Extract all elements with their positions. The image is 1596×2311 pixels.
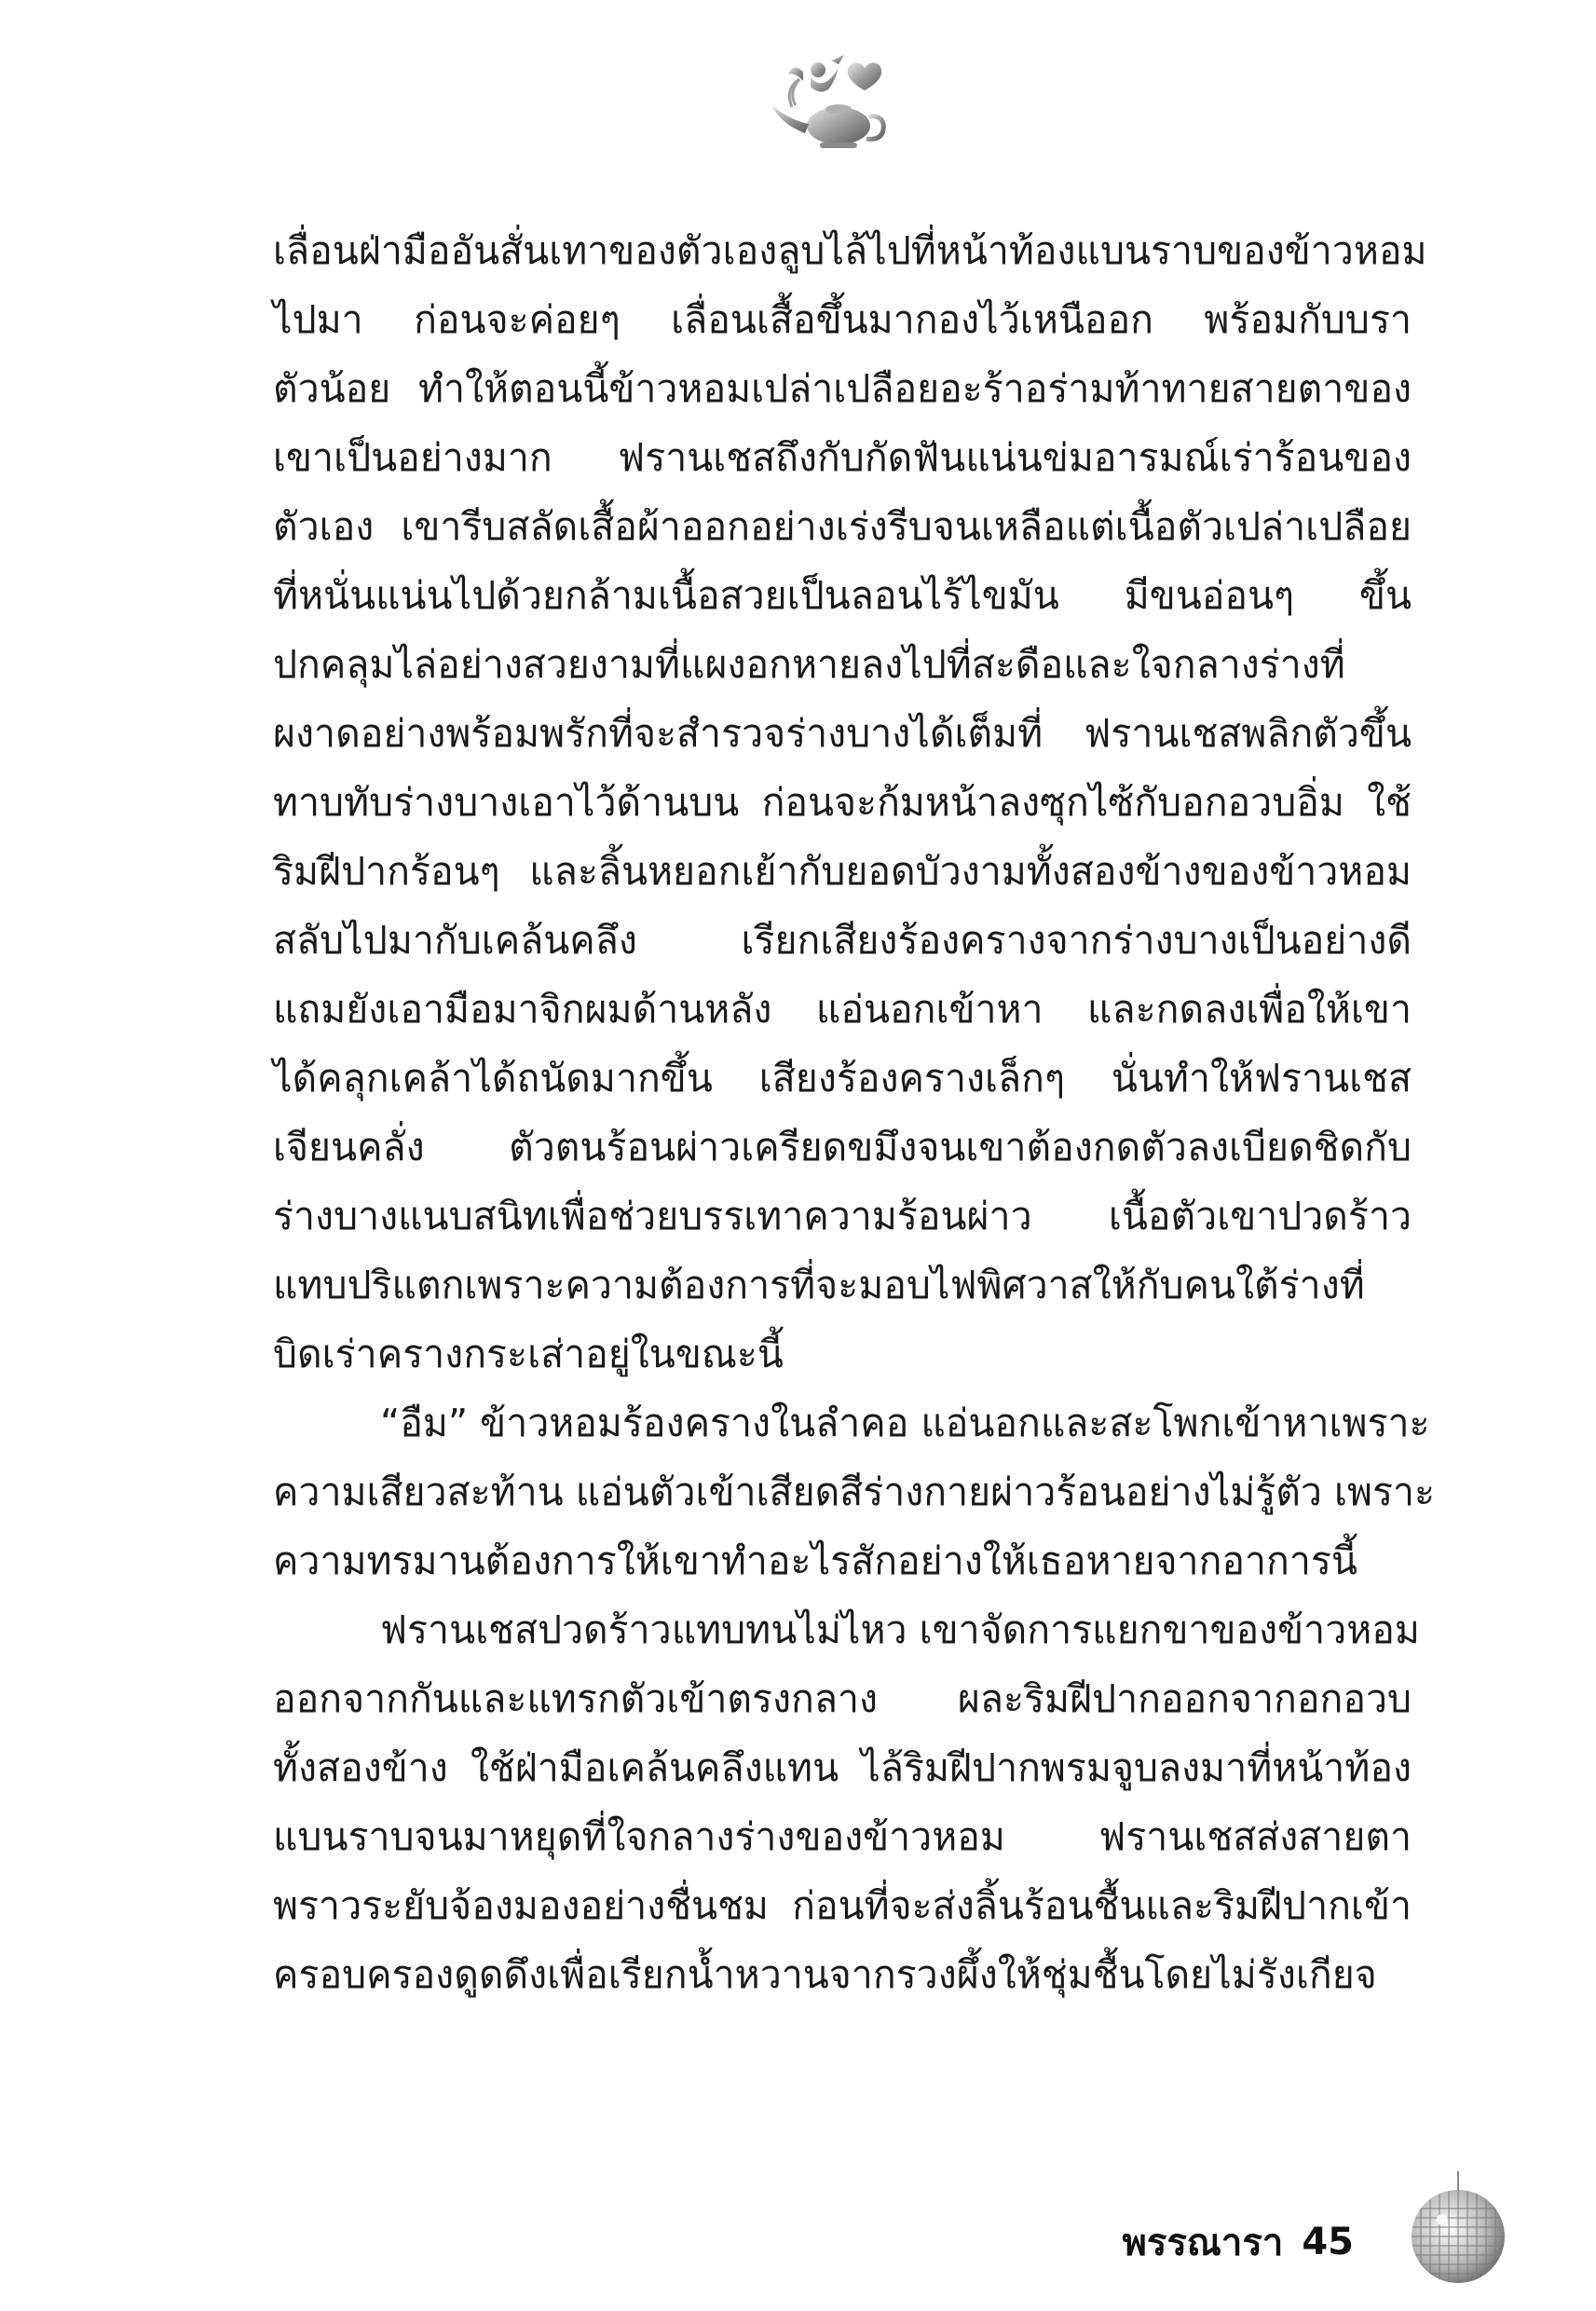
text-line: ทาบทับร่างบางเอาไว้ด้านบน ก่อนจะก้มหน้าลงซุกไซ้กับอกอวบอิ่ม ใช้ xyxy=(273,780,1412,825)
text-line: พราวระยับจ้องมองอย่างชื่นชม ก่อนที่จะส่งลิ้นร้อนชื้นและริมฝีปากเข้า xyxy=(273,1883,1412,1928)
text-line: ที่หนั่นแน่นไปด้วยกล้ามเนื้อสวยเป็นลอนไร้ไขมัน มีขนอ่อนๆ ขึ้น xyxy=(273,573,1412,618)
text-line: ฟรานเชสปวดร้าวแทบทนไม่ไหว เขาจัดการแยกขาของข้าวหอม xyxy=(380,1607,1420,1652)
page-footer xyxy=(1122,2214,1354,2270)
text-line: เขาเป็นอย่างมาก ฟรานเชสถึงกับกัดฟันแน่นข่มอารมณ์เร่าร้อนของ xyxy=(273,435,1412,480)
teapot-cupid-ornament-icon xyxy=(755,51,904,163)
book-title: พรรณารา xyxy=(1122,2222,1284,2264)
text-line: ออกจากกันและแทรกตัวเข้าตรงกลาง ผละริมฝีปากออกจากอกอวบ xyxy=(273,1676,1412,1721)
page-number: 45 xyxy=(1302,2221,1354,2263)
disco-ball-icon xyxy=(1398,2171,1519,2292)
text-line: ตัวเอง เขารีบสลัดเสื้อผ้าออกอย่างเร่งรีบจนเหลือแต่เนื้อตัวเปล่าเปลือย xyxy=(273,504,1412,549)
text-line: ครอบครองดูดดึงเพื่อเรียกน้ำหวานจากรวงผึ้งให้ชุ่มชื้นโดยไม่รังเกียจ xyxy=(273,1952,1377,1997)
text-line: ร่างบางแนบสนิทเพื่อช่วยบรรเทาความร้อนผ่าว เนื้อตัวเขาปวดร้าว xyxy=(273,1194,1412,1238)
text-line: ความทรมานต้องการให้เขาทำอะไรสักอย่างให้เธอหายจากอาการนี้ xyxy=(273,1538,1357,1583)
text-line: บิดเร่าครางกระเส่าอยู่ในขณะนี้ xyxy=(273,1332,784,1376)
text-line: แทบปริแตกเพราะความต้องการที่จะมอบไฟพิศวาสให้กับคนใต้ร่างที่ xyxy=(273,1263,1365,1307)
text-line: ได้คลุกเคล้าได้ถนัดมากขึ้น เสียงร้องครางเล็กๆ นั่นทำให้ฟรานเชส xyxy=(273,1056,1412,1101)
body-text xyxy=(273,216,1436,2009)
text-line: ไปมา ก่อนจะค่อยๆ เลื่อนเสื้อขึ้นมากองไว้เหนืออก พร้อมกับบรา xyxy=(273,297,1412,342)
text-line: “อืม” ข้าวหอมร้องครางในลำคอ แอ่นอกและสะโพกเข้าหาเพราะ xyxy=(380,1401,1430,1445)
text-line: เจียนคลั่ง ตัวตนร้อนผ่าวเครียดขมึงจนเขาต้องกดตัวลงเบียดชิดกับ xyxy=(273,1125,1412,1169)
text-line: สลับไปมากับเคล้นคลึง เรียกเสียงร้องครางจากร่างบางเป็นอย่างดี xyxy=(273,918,1412,963)
text-line: ทั้งสองข้าง ใช้ฝ่ามือเคล้นคลึงแทน ไล้ริมฝีปากพรมจูบลงมาที่หน้าท้อง xyxy=(273,1745,1412,1790)
text-line: ตัวน้อย ทำให้ตอนนี้ข้าวหอมเปล่าเปลือยอะร้าอร่ามท้าทายสายตาของ xyxy=(273,366,1412,411)
text-line: ผงาดอย่างพร้อมพรักที่จะสำรวจร่างบางได้เต็มที่ ฟรานเชสพลิกตัวขึ้น xyxy=(273,711,1412,756)
text-line: ความเสียวสะท้าน แอ่นตัวเข้าเสียดสีร่างกายผ่าวร้อนอย่างไม่รู้ตัว เพราะ xyxy=(273,1470,1436,1514)
text-line: ปกคลุมไล่อย่างสวยงามที่แผงอกหายลงไปที่สะดือและใจกลางร่างที่ xyxy=(273,642,1345,687)
text-line: เลื่อนฝ่ามืออันสั่นเทาของตัวเองลูบไล้ไปที่หน้าท้องแบนราบของข้าวหอม xyxy=(273,228,1427,273)
text-line: แบนราบจนมาหยุดที่ใจกลางร่างของข้าวหอม ฟรานเชสส่งสายตา xyxy=(273,1814,1412,1859)
text-line: แถมยังเอามือมาจิกผมด้านหลัง แอ่นอกเข้าหา และกดลงเพื่อให้เขา xyxy=(273,987,1412,1032)
text-line: ริมฝีปากร้อนๆ และลิ้นหยอกเย้ากับยอดบัวงามทั้งสองข้างของข้าวหอม xyxy=(273,849,1412,894)
